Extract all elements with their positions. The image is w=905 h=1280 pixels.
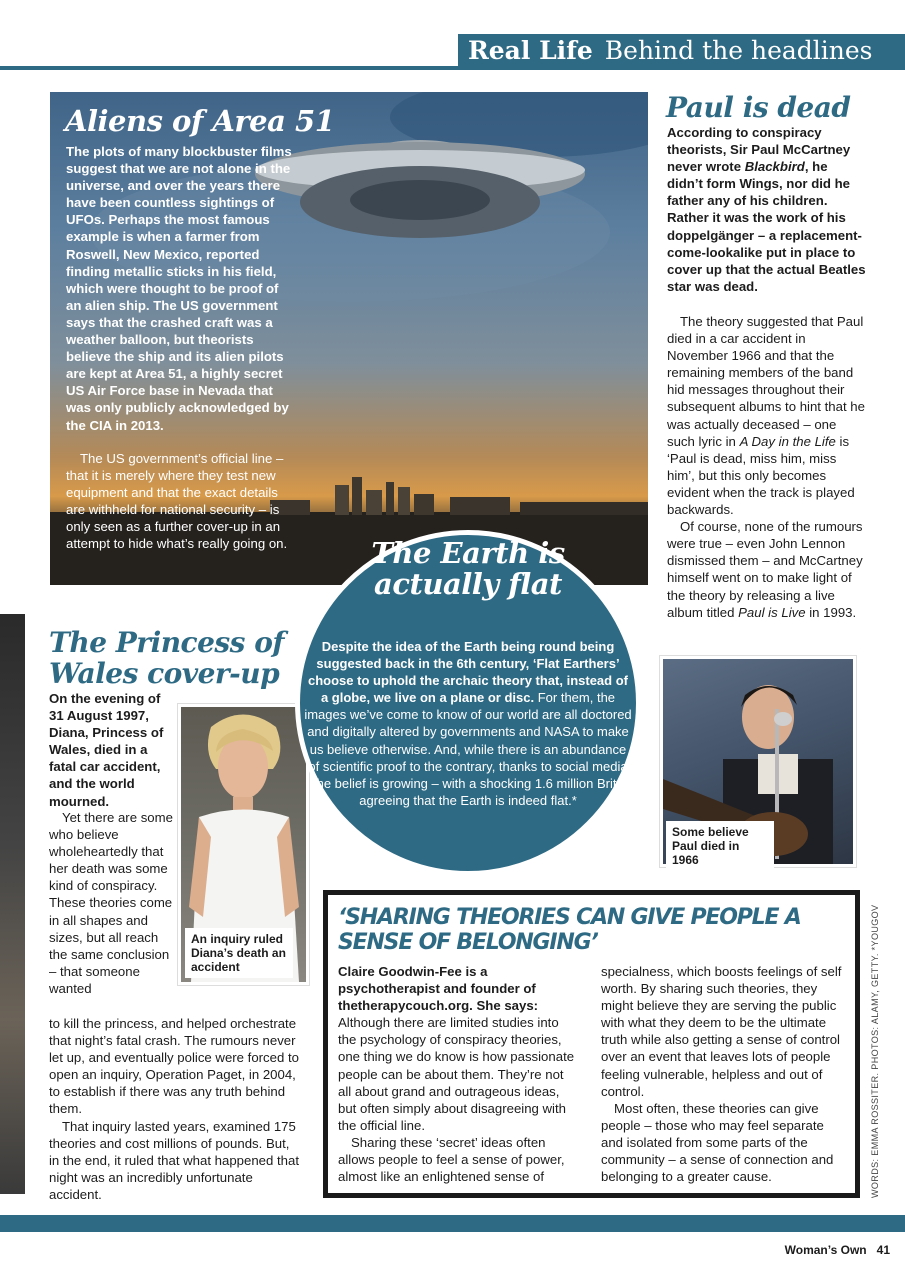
paul-body2-italic: Paul is Live — [738, 604, 806, 620]
paul-intro — [667, 124, 867, 295]
aliens-title: Aliens of Area 51 — [65, 104, 335, 138]
aliens-body-paragraph: The US government’s official line – that it is merely where they test new equipment and that the exact details are withheld for national security – is only seen as a further cover-up in an attempt to hide what’s really going on. — [66, 451, 288, 552]
princess-body-wide — [49, 1015, 299, 1203]
paul-intro-b: , he didn’t form Wings, nor did he father any of his children. Rather it was the work of his doppelgänger – a replacement-come-lookalike put in place to cover up that the actual Beatles star was dead. — [667, 159, 866, 294]
paul-body — [667, 313, 867, 621]
aliens-body — [66, 450, 296, 553]
paul-body1-italic: A Day in the Life — [739, 433, 836, 449]
quote-paragraph-4: Most often, these theories can give people – those who may feel separate and isolated from some parts of the community – a sense of connection and belonging to a greater cause. — [601, 1100, 834, 1185]
diana-photo-caption: An inquiry ruled Diana’s death an accident — [185, 928, 293, 978]
left-edge-photo-strip — [0, 614, 25, 1194]
princess-body-paragraph-1-cont: to kill the princess, and helped orchestrate that night’s fatal crash. The rumours never let up, and eventually police were forced to open an inquiry, Operation Paget, in 2004, to establish if there was any truth behind them. — [49, 1016, 299, 1117]
flat-earth-text-rest: For them, the images we’ve come to know of our world are all doctored and digitally altered by governments and NASA to make us believe otherwise. And, while there is an abundance of scientific proof to the contrary, thanks to social media the belief is growing – with a shocking 1.6 million Brits agreeing that the Earth is indeed flat.* — [304, 690, 632, 808]
paul-body1-a: The theory suggested that Paul died in a car accident in November 1966 and that the remaining members of the band hid messages throughout their subsequent albums to hint that he was actually deceased – one such lyric in — [667, 314, 865, 449]
quote-column-1 — [338, 963, 578, 1185]
paul-body-paragraph-1 — [667, 313, 867, 518]
paul-body1-b: is ‘Paul is dead, miss him, miss him’, but this only becomes evident when the track is played backwards. — [667, 433, 855, 518]
quote-paragraph-1: Although there are limited studies into the psychology of conspiracy theories, one thing we do know is how passionate people can be about them. They’re not all about grand and outrageous ideas, but often simply about disagreeing with the official line. — [338, 1015, 575, 1133]
paul-intro-italic: Blackbird — [744, 159, 805, 175]
aliens-panel — [50, 92, 648, 585]
section-subtitle: Behind the headlines — [604, 36, 873, 65]
paul-body2-a: Of course, none of the rumours were true – even John Lennon dismissed them – and McCartney himself went on to make light of the theory by releasing a live album titled — [667, 519, 863, 620]
paul-intro-a: According to conspiracy theorists, Sir Paul McCartney never wrote — [667, 125, 851, 175]
page-footer — [775, 1243, 890, 1257]
flat-earth-title: The Earth is actually flat — [371, 536, 565, 601]
photo-credits: WORDS: EMMA ROSSITER. PHOTOS: ALAMY, GETTY. *YOUGOV — [870, 904, 880, 1198]
magazine-name: Woman’s Own — [784, 1243, 867, 1257]
page-number: 41 — [876, 1243, 890, 1257]
princess-body-paragraph-1: Yet there are some who believe wholeheartedly that her death was some kind of conspiracy. These theories come in all shapes and sizes, but all reach the same conclusion – that someone wanted — [49, 810, 173, 996]
quote-paragraph-3: specialness, which boosts feelings of self worth. By sharing such theories, they might believe they are serving the public with what they deem to be the ultimate truth while also getting a sense of control over an event that leaves lots of people feeling vulnerable, helpless and out of control. — [601, 964, 842, 1099]
paul-body2-b: in 1993. — [805, 604, 857, 620]
princess-body — [49, 809, 177, 997]
princess-body-paragraph-2: That inquiry lasted years, examined 175 theories and cost millions of pounds. But, in the end, it ruled that what happened that night was an incredibly unfortunate accident. — [49, 1118, 300, 1202]
princess-intro: On the evening of 31 August 1997, Diana, Princess of Wales, died in a fatal car accident, and the world mourned. — [49, 691, 164, 809]
quote-lead: Claire Goodwin-Fee is a psychotherapist and founder of thetherapycouch.org. She says: — [338, 964, 539, 1014]
section-banner — [458, 34, 905, 68]
aliens-intro: The plots of many blockbuster films suggest that we are not alone in the universe, and over the years there have been countless sightings of UFOs. Perhaps the most famous example is when a farmer from Roswell, New Mexico, reported finding metallic sticks in his field, which were thought to be proof of an alien ship. The US government says that the crashed craft was a weather balloon, but theorists believe the ship and its alien pilots are kept at Area 51, a highly secret US Air Force base in Nevada that was only publicly acknowledged by the CIA in 2013. — [66, 144, 292, 433]
flat-earth-text — [303, 638, 633, 809]
bottom-band — [0, 1215, 905, 1232]
paul-title: Paul is dead — [666, 91, 851, 124]
flat-earth-text-bold: Despite the idea of the Earth being round being suggested back in the 6th century, ‘Flat Earthers’ choose to uphold the archaic theory that, instead of a globe, we live on a plane or disc. — [308, 639, 628, 706]
paul-body-paragraph-2 — [667, 518, 867, 621]
section-name: Real Life — [468, 36, 593, 65]
paul-photo-caption: Some believe Paul died in 1966 — [666, 821, 774, 871]
princess-title: The Princess of Wales cover-up — [49, 626, 284, 690]
quote-paragraph-2: Sharing these ‘secret’ ideas often allows people to feel a sense of power, almost like an enlightened sense of — [338, 1134, 565, 1185]
quote-column-2 — [601, 963, 846, 1185]
quote-title: ‘SHARING THEORIES CAN GIVE PEOPLE A SENSE OF BELONGING’ — [338, 905, 801, 955]
